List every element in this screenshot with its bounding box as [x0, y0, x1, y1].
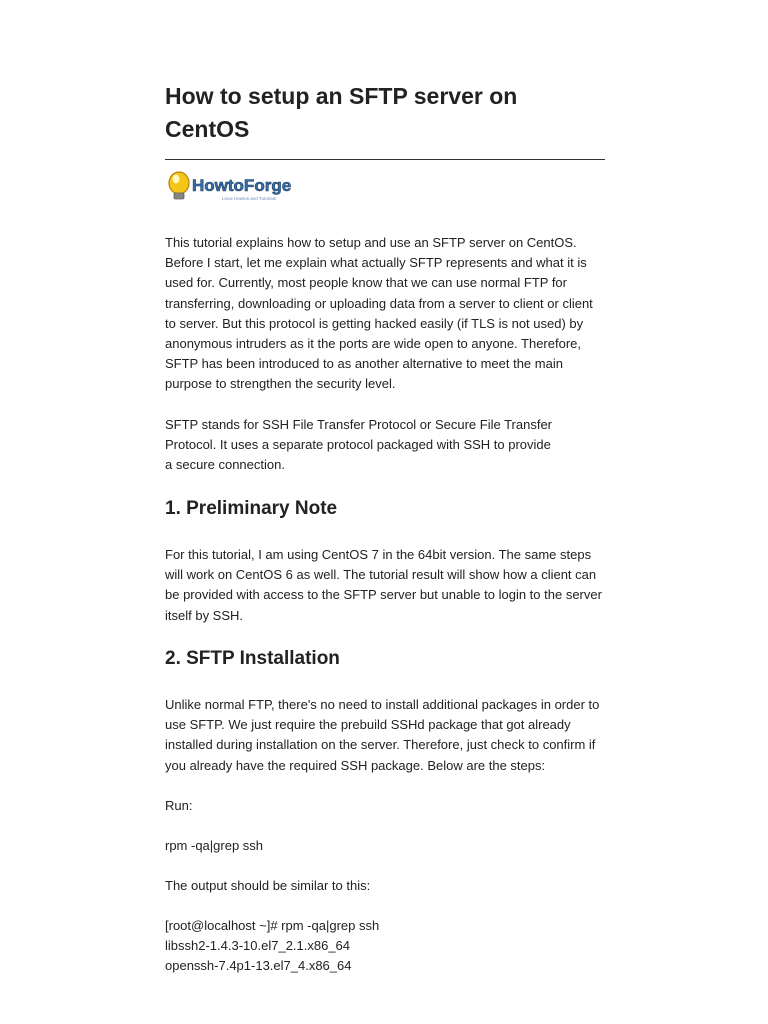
- output-line: openssh-7.4p1-13.el7_4.x86_64: [165, 958, 352, 973]
- howtoforge-logo[interactable]: [166, 169, 306, 205]
- section-heading-preliminary-note: 1. Preliminary Note: [165, 498, 338, 519]
- preliminary-note-paragraph: For this tutorial, I am using CentOS 7 in the 64bit version. The same steps will work on CentOS 6 as well. The tutorial result will show how a client can be provided with access to the SFTP server but unable to login to the server itself by SSH.: [165, 547, 602, 623]
- output-line: [root@localhost ~]# rpm -qa|grep ssh: [165, 918, 380, 933]
- command-text: rpm -qa|grep ssh: [165, 838, 264, 853]
- section-heading-sftp-installation: 2. SFTP Installation: [165, 648, 340, 669]
- output-intro: The output should be similar to this:: [165, 878, 371, 893]
- sftp-installation-paragraph: Unlike normal FTP, there's no need to install additional packages in order to use SFTP. We just require the prebuild SSHd package that got already installed during installation on the server. Therefore, just check to confirm if you already have the required SSH package. Below are the steps:: [165, 697, 600, 773]
- sftp-definition-paragraph: SFTP stands for SSH File Transfer Protocol or Secure File Transfer Protocol. It uses a separate protocol packaged with SSH to provide a secure connection.: [165, 417, 553, 473]
- output-line: libssh2-1.4.3-10.el7_2.1.x86_64: [165, 938, 351, 953]
- page-title: How to setup an SFTP server on CentOS: [165, 83, 518, 142]
- lightbulb-icon: [169, 172, 189, 199]
- logo-tagline: Linux Howtos and Tutorials: [222, 196, 277, 201]
- logo-text: HowtoForge: [192, 176, 292, 195]
- logo-graphic: [166, 169, 306, 205]
- intro-paragraph: This tutorial explains how to setup and use an SFTP server on CentOS. Before I start, let me explain what actually SFTP represents and what it is used for. Currently, most people know that we can use normal FTP for transferring, downloading or uploading data from a server to client or client to server. But this protocol is getting hacked easily (if TLS is not used) by anonymous intruders as it the ports are wide open to anyone. Therefore, SFTP has been introduced to as another alternative to meet the main purpose to strengthen the security level.: [165, 235, 593, 392]
- title-divider: [165, 159, 605, 160]
- run-label: Run:: [165, 798, 193, 813]
